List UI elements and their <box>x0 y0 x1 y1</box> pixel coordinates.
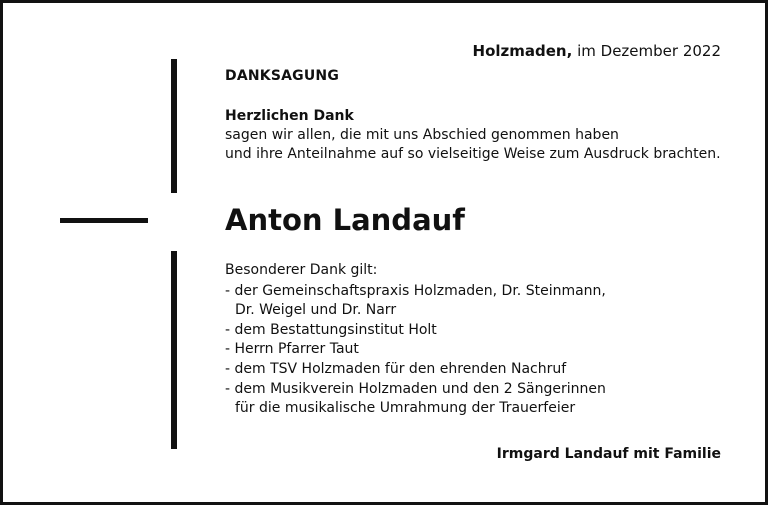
thanks-title: Herzlichen Dank <box>225 108 354 124</box>
cross-icon-vertical-top <box>171 59 177 193</box>
special-thanks-intro: Besonderer Dank gilt: <box>225 262 378 278</box>
notice-heading: DANKSAGUNG <box>225 68 340 84</box>
thanks-line: sagen wir allen, die mit uns Abschied genommen haben <box>225 127 619 143</box>
special-thanks-item: - der Gemeinschaftspraxis Holzmaden, Dr. Steinmann, <box>225 282 606 299</box>
cross-icon-horizontal-bar <box>60 218 148 223</box>
thanks-block <box>225 107 721 164</box>
special-thanks-item: - Herrn Pfarrer Taut <box>225 341 359 358</box>
thanks-line: und ihre Anteilnahme auf so vielseitige Weise zum Ausdruck brachten. <box>225 146 721 162</box>
special-thanks-block <box>225 261 606 419</box>
special-thanks-item-continuation: Dr. Weigel und Dr. Narr <box>235 302 397 319</box>
deceased-name: Anton Landauf <box>225 203 465 237</box>
cross-icon-vertical-bottom <box>171 251 177 449</box>
special-thanks-item: - dem Musikverein Holzmaden und den 2 Sängerinnen <box>225 380 606 397</box>
signature: Irmgard Landauf mit Familie <box>496 446 721 462</box>
place-date-line <box>473 41 721 61</box>
date-text: im Dezember 2022 <box>577 42 721 60</box>
special-thanks-item: - dem Bestattungsinstitut Holt <box>225 321 437 338</box>
special-thanks-item-continuation: für die musikalische Umrahmung der Trauerfeier <box>235 400 576 417</box>
special-thanks-item: - dem TSV Holzmaden für den ehrenden Nachruf <box>225 360 567 377</box>
place-name: Holzmaden, <box>472 42 573 60</box>
